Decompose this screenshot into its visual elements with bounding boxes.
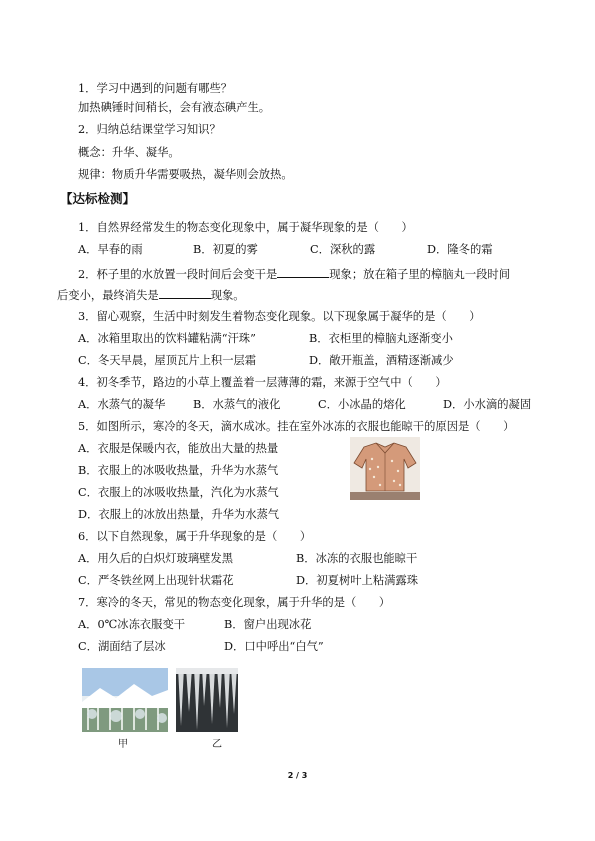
q4-option-b: B．水蒸气的液化 — [193, 398, 281, 411]
q5-option-a: A．衣服是保暖内衣，能放出大量的热量 — [78, 442, 279, 455]
q4-stem: 4．初冬季节，路边的小草上覆盖着一层薄薄的霜，来源于空气中（ ） — [78, 376, 447, 389]
figure-jia-image — [82, 668, 168, 732]
q7-option-c: C．湖面结了层冰 — [78, 640, 166, 653]
q2-text-1b: 现象；放在箱子里的樟脑丸一段时间 — [329, 268, 511, 281]
q2-text-2a: 后变小，最终消失是 — [57, 289, 159, 302]
review-question-2: 2．归纳总结课堂学习知识？ — [78, 123, 221, 136]
figure-yi-image — [176, 668, 238, 732]
q1-option-c: C．深秋的露 — [310, 243, 376, 256]
q5-stem: 5．如图所示，寒冷的冬天，滴水成冰。挂在室外冰冻的衣服也能晾干的原因是（ ） — [78, 420, 515, 433]
q2-blank-2[interactable] — [159, 287, 211, 299]
q2-text-1a: 2．杯子里的水放置一段时间后会变干是 — [78, 268, 278, 281]
q3-stem: 3．留心观察，生活中时刻发生着物态变化现象。以下现象属于凝华的是（ ） — [78, 310, 481, 323]
q1-stem: 1．自然界经常发生的物态变化现象中，属于凝华现象的是（ ） — [78, 221, 413, 234]
q4-option-a: A．水蒸气的凝华 — [78, 398, 166, 411]
q3-option-a: A．冰箱里取出的饮料罐粘满“汗珠” — [78, 332, 256, 345]
q2-line-2 — [57, 287, 245, 303]
section-title: 【达标检测】 — [60, 191, 136, 206]
review-answer-1: 加热碘锤时间稍长，会有液态碘产生。 — [78, 101, 271, 114]
q5-option-c: C．衣服上的冰吸收热量，汽化为水蒸气 — [78, 486, 279, 499]
q7-option-b: B．窗户出现冰花 — [224, 618, 312, 631]
q4-option-c: C．小冰晶的熔化 — [318, 398, 406, 411]
q1-option-a: A．早春的雨 — [78, 243, 143, 256]
q3-option-d: D．敞开瓶盖，酒精逐渐减少 — [309, 354, 454, 367]
q7-option-d: D．口中呼出“白气” — [224, 640, 324, 653]
q1-option-b: B．初夏的雾 — [193, 243, 258, 256]
q4-option-d: D．小水滴的凝固 — [443, 398, 532, 411]
q6-option-b: B．冰冻的衣服也能晾干 — [296, 552, 418, 565]
q5-option-d: D．衣服上的冰放出热量，升华为水蒸气 — [78, 508, 280, 521]
q2-text-2b: 现象。 — [210, 289, 245, 302]
q3-option-c: C．冬天早晨，屋顶瓦片上积一层霜 — [78, 354, 257, 367]
review-concept: 概念：升华、凝华。 — [78, 146, 180, 159]
q7-option-a: A．0℃冰冻衣服变干 — [78, 618, 186, 631]
q7-stem: 7．寒冷的冬天，常见的物态变化现象，属于升华的是（ ） — [78, 596, 391, 609]
frozen-clothes-image — [350, 437, 420, 500]
q6-option-c: C．严冬铁丝网上出现针状霜花 — [78, 574, 234, 587]
q1-option-d: D．隆冬的霜 — [427, 243, 493, 256]
q6-stem: 6．以下自然现象，属于升华现象的是（ ） — [78, 530, 312, 543]
q2-blank-1[interactable] — [277, 266, 329, 278]
q3-option-b: B．衣柜里的樟脑丸逐渐变小 — [309, 332, 453, 345]
q6-option-a: A．用久后的白炽灯玻璃壁发黑 — [78, 552, 234, 565]
q6-option-d: D．初夏树叶上粘满露珠 — [296, 574, 419, 587]
q5-option-b: B．衣服上的冰吸收热量，升华为水蒸气 — [78, 464, 279, 477]
q2-line-1 — [78, 266, 510, 282]
figure-yi-caption: 乙 — [212, 739, 222, 750]
review-question-1: 1．学习中遇到的问题有哪些？ — [78, 82, 233, 95]
page-number: 2 / 3 — [287, 771, 308, 780]
figure-jia-caption: 甲 — [118, 739, 128, 750]
review-rule: 规律：物质升华需要吸热，凝华则会放热。 — [78, 168, 293, 181]
